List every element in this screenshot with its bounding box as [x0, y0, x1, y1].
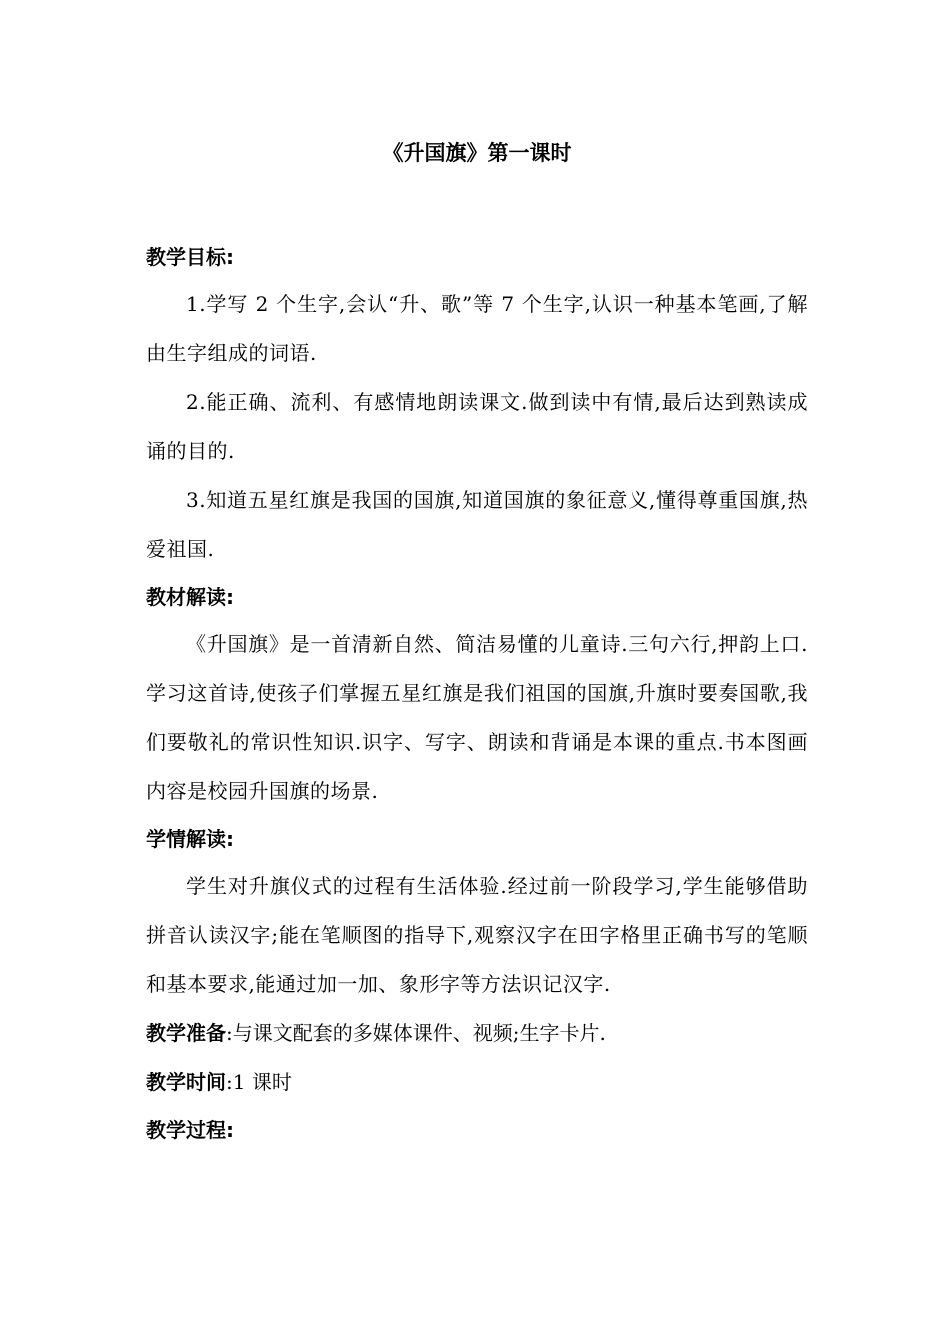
students-paragraph: 学生对升旗仪式的过程有生活体验.经过前一阶段学习,学生能够借助拼音认读汉字;能在笔顺图的指导下,观察汉字在田字格里正确书写的笔顺和基本要求,能通过加一加、象形字等方法识记汉字. — [146, 874, 808, 996]
time-row — [146, 1058, 808, 1107]
time-label: 教学时间 — [146, 1070, 226, 1094]
document-title: 《升国旗》第一课时 — [382, 141, 572, 165]
process-heading: 教学过程: — [146, 1118, 234, 1142]
objective-item-2: 2.能正确、流利、有感情地朗读课文.做到读中有情,最后达到熟读成诵的目的. — [146, 390, 808, 463]
objectives-heading: 教学目标: — [146, 245, 234, 269]
preparation-row — [146, 1009, 808, 1058]
material-heading: 教材解读: — [146, 585, 234, 609]
time-text: :1 课时 — [226, 1070, 292, 1094]
objective-item-3: 3.知道五星红旗是我国的国旗,知道国旗的象征意义,懂得尊重国旗,热爱祖国. — [146, 488, 808, 561]
preparation-text: :与课文配套的多媒体课件、视频;生字卡片. — [226, 1021, 606, 1045]
document-body — [146, 234, 808, 1153]
objective-item-1: 1.学写 2 个生字,会认“升、歌”等 7 个生字,认识一种基本笔画,了解由生字组成的词语. — [146, 292, 808, 365]
material-paragraph: 《升国旗》是一首清新自然、简洁易懂的儿童诗.三句六行,押韵上口.学习这首诗,使孩子们掌握五星红旗是我们祖国的国旗,升旗时要奏国歌,我们要敬礼的常识性知识.识字、写字、朗读和背诵是本课的重点.书本图画内容是校园升国旗的场景. — [146, 632, 808, 803]
preparation-label: 教学准备 — [146, 1021, 226, 1045]
students-heading: 学情解读: — [146, 827, 234, 851]
